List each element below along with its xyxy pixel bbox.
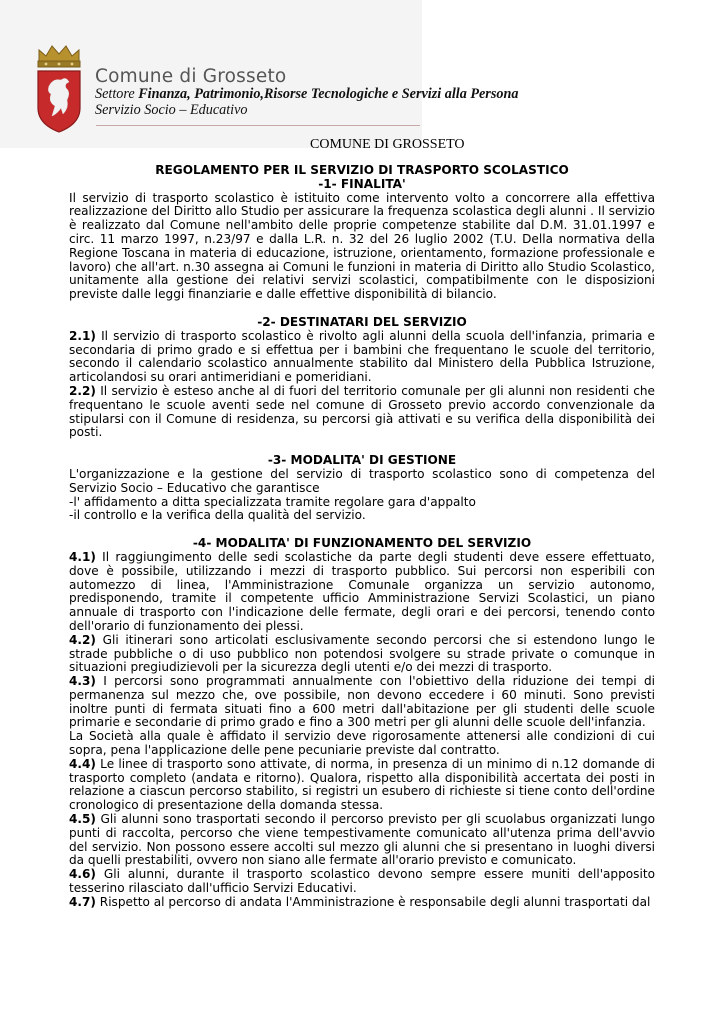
settore-prefix: Settore xyxy=(95,86,139,102)
paragraph-2-1 xyxy=(69,330,655,385)
letterhead xyxy=(0,0,519,148)
paragraph-number: 4.7) xyxy=(69,894,96,909)
paragraph-4-6 xyxy=(69,868,655,896)
paragraph-number: 4.1) xyxy=(69,549,96,564)
paragraph-number: 4.2) xyxy=(69,632,96,647)
regolamento-title: REGOLAMENTO PER IL SERVIZIO DI TRASPORTO SCOLASTICO xyxy=(155,163,569,177)
section-2-heading: -2- DESTINATARI DEL SERVIZIO xyxy=(257,314,467,329)
settore-line xyxy=(95,86,518,103)
section-3-item: -il controllo e la verifica della qualità del servizio. xyxy=(69,508,366,523)
paragraph-2-2 xyxy=(69,385,655,440)
paragraph-number: 2.1) xyxy=(69,328,96,343)
paragraph-text: Il raggiungimento delle sedi scolastiche da parte degli studenti deve essere effettuato, dove è possibile, utilizzando i mezzi di trasporto pubblico. Sui percorsi non esperibili con automezzo di linea, l'Amministrazione Comunale organizza un servizio autonomo, predisponendo, tramite il competente ufficio Amministrazione Servizi Scolastici, un piano annuale di trasporto con l'indicazione delle fermate, degli orari e dei percorsi, tenendo conto dell'orario di funzionamento dei plessi. xyxy=(69,549,655,633)
paragraph-text: Gli itinerari sono articolati esclusivamente secondo percorsi che si estendono lungo le strade pubbliche o di uso pubblico non potendosi svolgere su strade private o comunque in situazioni pregiudizievoli per la sicurezza degli utenti e/o dei mezzi di trasporto. xyxy=(69,632,655,675)
paragraph-4-5 xyxy=(69,813,655,868)
document-title: COMUNE DI GROSSETO xyxy=(310,137,465,152)
paragraph-number-part: .2) xyxy=(77,383,96,398)
paragraph-4-7 xyxy=(69,896,655,910)
paragraph-4-3 xyxy=(69,675,655,730)
paragraph-4-4 xyxy=(69,758,655,813)
header-divider xyxy=(96,125,420,126)
section-3-item: -l' affidamento a ditta specializzata tramite regolare gara d'appalto xyxy=(69,494,476,509)
paragraph-text: I percorsi sono programmati annualmente con l'obiettivo della riduzione dei tempi di permanenza sul mezzo che, ove possibile, non devono eccedere i 60 minuti. Sono previsti inoltre punti di fermata situati fino a 600 metri dall'abitazione per gli studenti delle scuole primarie e secondarie di primo grado e fino a 300 metri per gli alunni delle scuole dell'infanzia. xyxy=(69,674,655,730)
paragraph-number: 4.3) xyxy=(69,674,96,689)
paragraph-text: Le linee di trasporto sono attivate, di norma, in presenza di un minimo di n.12 domande di trasporto completo (andata e ritorno). Qualora, rispetto alla disponibilità accertata dei posti in relazione a ciascun percorso stabilito, si registri un esubero di richieste si tiene conto dell'ordine cronologico di presentazione della domanda stessa. xyxy=(69,756,655,813)
section-1-text: Il servizio di trasporto scolastico è istituito come intervento volto a concorrere alla effettiva realizzazione del Diritto allo Studio per assicurare la frequenza scolastica degli alunni . Il servizio è realizzato dal Comune nell'ambito delle proprie competenze stabilite dal D.M. 31.01.1997 e circ. 11 marzo 1997, n.23/97 e dalla L.R. n. 32 del 26 luglio 2002 (T.U. Della normativa della Regione Toscana in materia di educazione, istruzione, orientamento, formazione professionale e lavoro) che all'art. n.30 assegna ai Comuni le funzioni in materia di Diritto allo Studio Scolastico, unitamente alla gestione dei relativi servizi scolastici, compatibilmente con le disposizioni previste dalle leggi finanziarie e dalle effettive disponibilità di bilancio. xyxy=(69,190,655,302)
paragraph-4-1 xyxy=(69,551,655,634)
servizio-line: Servizio Socio – Educativo xyxy=(95,102,248,118)
settore-name: Finanza, Patrimonio,Risorse Tecnologiche e Servizi alla Persona xyxy=(138,86,519,102)
paragraph-text: Rispetto al percorso di andata l'Amministrazione è responsabile degli alunni trasportati dal xyxy=(95,894,651,909)
paragraph-text: Il servizio è esteso anche al di fuori del territorio comunale per gli alunni non residenti che frequentano le scuole aventi sede nel comune di Grosseto previo accordo convenzionale da stipularsi con il Comune di residenza, su percorsi già attivati e su verifica della disponibilità dei posti. xyxy=(69,383,655,440)
grosseto-crest-icon xyxy=(33,42,85,134)
regolamento-body xyxy=(69,164,655,910)
comune-name: Comune di Grosseto xyxy=(95,66,287,87)
paragraph-4-2 xyxy=(69,634,655,675)
paragraph-number: 4.4) xyxy=(69,756,96,771)
section-3-heading: -3- MODALITA' DI GESTIONE xyxy=(267,453,457,468)
paragraph-4-3-continued: La Società alla quale è affidato il servizio deve rigorosamente attenersi alle condizioni di cui sopra, pena l'applicazione delle pene pecuniarie previste dal contratto. xyxy=(69,729,655,758)
paragraph-text: Gli alunni, durante il trasporto scolastico devono sempre essere muniti dell'apposito tesserino rilasciato dall'ufficio Servizi Educativi. xyxy=(69,867,655,896)
paragraph-number: 4.5) xyxy=(69,812,96,827)
section-4-heading: -4- MODALITA' DI FUNZIONAMENTO DEL SERVIZIO xyxy=(192,536,532,551)
paragraph-text: Il servizio di trasporto scolastico è rivolto agli alunni della scuola dell'infanzia, primaria e secondaria di primo grado e si effettua per i bambini che frequentano le scuole del territorio, secondo il calendario scolastico annualmente stabilito dal Ministero della Pubblica Istruzione, articolandosi su orari antimeridiani e pomeridiani. xyxy=(69,328,655,385)
paragraph-number-part: 2 xyxy=(69,383,78,398)
section-1-heading: -1- FINALITA' xyxy=(318,176,406,191)
section-3-text: L'organizzazione e la gestione del servizio di trasporto scolastico sono di competenza del Servizio Socio – Educativo che garantisce xyxy=(69,466,655,495)
paragraph-number: 4.6) xyxy=(69,867,96,882)
paragraph-text: Gli alunni sono trasportati secondo il percorso previsto per gli scuolabus organizzati lungo punti di raccolta, percorso che viene tempestivamente comunicato all'utenza prima dell'avvio del servizio. Non possono essere accolti sul mezzo gli alunni che si presentano in luoghi diversi da quelli prestabiliti, ovvero non siano alle fermate all'orario previsto e comunicato. xyxy=(69,812,655,868)
